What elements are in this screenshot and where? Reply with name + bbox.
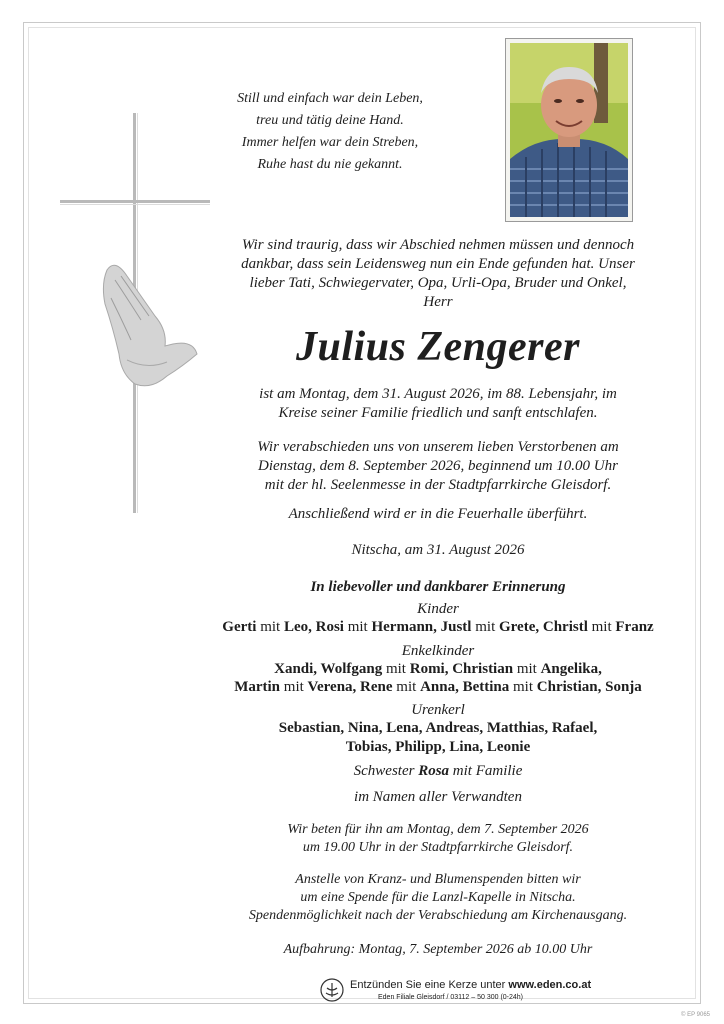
name: Angelika, (540, 661, 602, 677)
death-line: Kreise seiner Familie friedlich und sanft entschlafen. (278, 405, 598, 421)
connector: mit (256, 619, 284, 635)
donation-text (222, 871, 654, 925)
poem-line: Ruhe hast du nie gekannt. (257, 157, 403, 172)
name: Franz (615, 619, 654, 635)
connector: mit (471, 619, 499, 635)
intro-line: dankbar, dass sein Leidensweg nun ein Ende gefunden hat. Unser (241, 256, 635, 272)
cross-with-praying-hands-icon (55, 108, 215, 518)
name: Christian, Sonja (536, 679, 642, 695)
great-grandchildren-names (200, 719, 676, 757)
poem-line: treu und tätig deine Hand. (256, 113, 404, 128)
great-grandchildren-label: Urenkerl (411, 702, 465, 718)
name: Romi, Christian (409, 661, 514, 677)
name: Gerti (222, 619, 257, 635)
footer-url-link[interactable]: www.eden.co.at (508, 979, 592, 991)
grandchildren-names-1 (200, 660, 676, 679)
transfer-text: Anschließend wird er in die Feuerhalle überführt. (288, 506, 588, 522)
sister-line (200, 762, 676, 781)
place-date: Nitscha, am 31. August 2026 (351, 542, 525, 558)
connector: mit (343, 619, 372, 635)
donation-line: Anstelle von Kranz- und Blumenspenden bitten wir (295, 872, 581, 887)
connector: mit (382, 661, 410, 677)
death-line: ist am Montag, dem 31. August 2026, im 88. Lebensjahr, im (259, 386, 617, 402)
connector: mit (513, 661, 541, 677)
name: Grete, Christl (499, 619, 588, 635)
viewing-text: Aufbahrung: Montag, 7. September 2026 ab 10.00 Uhr (283, 942, 593, 957)
corner-code: © EP 9065 (681, 1012, 710, 1018)
connector: mit (509, 679, 537, 695)
name: Verena, Rene (307, 679, 393, 695)
poem-line: Still und einfach war dein Leben, (237, 91, 423, 106)
name: Rosa (418, 763, 450, 779)
poem-line: Immer helfen war dein Streben, (241, 135, 419, 150)
prayer-text (222, 821, 654, 857)
grandchildren-label: Enkelkinder (401, 643, 475, 659)
footer-branch-info: Eden Filiale Gleisdorf / 03112 – 50 300 (0-24h) (378, 994, 524, 1001)
eden-logo-icon (320, 978, 344, 1002)
children-label: Kinder (417, 601, 459, 617)
name: Hermann, Justl (371, 619, 472, 635)
name: Sebastian, Nina, Lena, Andreas, Matthias, Rafael, (278, 720, 598, 736)
farewell-line: mit der hl. Seelenmesse in der Stadtpfarrkirche Gleisdorf. (264, 477, 612, 493)
prayer-line: um 19.00 Uhr in der Stadtpfarrkirche Gleisdorf. (302, 840, 574, 855)
name: Leo, Rosi (283, 619, 344, 635)
connector: Schwester (353, 763, 419, 779)
death-notice (222, 385, 654, 423)
grandchildren-names-2 (200, 678, 676, 697)
family-heading: In liebevoller und dankbarer Erinnerung (310, 579, 566, 595)
donation-line: Spendenmöglichkeit nach der Verabschiedung am Kirchenausgang. (248, 908, 628, 923)
prayer-line: Wir beten für ihn am Montag, dem 7. September 2026 (287, 822, 589, 837)
connector: mit Familie (449, 763, 523, 779)
connector: mit (392, 679, 421, 695)
name: Xandi, Wolfgang (274, 661, 383, 677)
intro-line: Wir sind traurig, dass wir Abschied nehmen müssen und dennoch (241, 237, 635, 253)
name: Anna, Bettina (420, 679, 510, 695)
connector: mit (280, 679, 308, 695)
footer (300, 976, 600, 1006)
farewell-line: Dienstag, dem 8. September 2026, beginnend um 10.00 Uhr (258, 458, 618, 474)
intro-line: lieber Tati, Schwiegervater, Opa, Urli-Opa, Bruder und Onkel, (249, 275, 627, 291)
deceased-name: Julius Zengerer (295, 324, 581, 370)
intro-line: Herr (423, 294, 453, 310)
name: Martin (234, 679, 281, 695)
farewell-text (222, 438, 654, 495)
poem (200, 88, 460, 176)
connector: mit (587, 619, 616, 635)
intro-text (222, 236, 654, 312)
footer-candle-text: Entzünden Sie eine Kerze unter www.eden.co.at (350, 979, 592, 991)
donation-line: um eine Spende für die Lanzl-Kapelle in Nitscha. (300, 890, 576, 905)
relatives-line: im Namen aller Verwandten (354, 789, 522, 805)
farewell-line: Wir verabschieden uns von unserem lieben Verstorbenen am (257, 439, 619, 455)
portrait-photo (505, 38, 633, 222)
children-names (200, 618, 676, 637)
name: Tobias, Philipp, Lina, Leonie (345, 739, 531, 755)
